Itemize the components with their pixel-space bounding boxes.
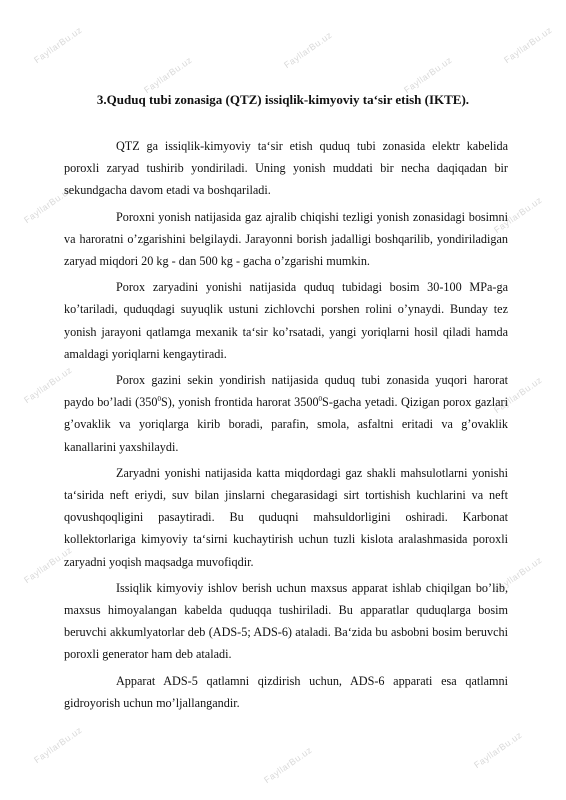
paragraph: Apparat ADS-5 qatlamni qizdirish uchun, ADS-6 apparati esa qatlamni gidroyorish uchun mo’ljallangandir.	[64, 673, 508, 710]
watermark: FayllarBu.uz	[22, 544, 74, 586]
section-title: 3.Quduq tubi zonasiga (QTZ) issiqlik-kimyoviy ta‘sir etish (IKTE).	[96, 92, 470, 107]
paragraph-text: S-gacha yetadi. Qizigan porox gazlari g’ovaklik va yoriqlarga kirib boradi, parafin, smola, asfaltni eritadi va g’ovaklik kanallarini yaxshilaydi.	[64, 395, 508, 454]
paragraph: Zaryadni yonishi natijasida katta miqdordagi gaz shakli mahsulotlarni yonishi ta‘sirida neft eriydi, suv bilan jinslarni chegarasidagi sirt tortishish kuchlarini va neft qovushqoqligini pasaytiradi. Bu quduqni mahsuldorligini oshiradi. Karbonat kollektorlariga kimyoviy ta‘sirni kuchaytirish uchun tuzli kislota aralashmasida poroxli zaryadni yoqish maqsadga muvofiqdir.	[64, 465, 508, 569]
superscript: 0	[157, 395, 161, 404]
document-body	[64, 135, 508, 718]
watermark: FayllarBu.uz	[22, 184, 74, 226]
watermark: FayllarBu.uz	[472, 729, 524, 771]
watermark: FayllarBu.uz	[492, 374, 544, 416]
watermark: FayllarBu.uz	[492, 194, 544, 236]
superscript: 0	[318, 395, 323, 404]
paragraph: Porox zaryadini yonishi natijasida quduq tubidagi bosim 30-100 MPa-ga ko’tariladi, quduqdagi suyuqlik ustuni zichlovchi porshen rolini o’ynaydi. Bunday tez yonish jarayoni qatlamga mexanik ta‘sir ko’rsatadi, yangi yoriqlarni hosil qiladi hamda amaldagi yoriqlarni kengaytiradi.	[64, 280, 508, 361]
watermark: FayllarBu.uz	[32, 724, 84, 766]
watermark: FayllarBu.uz	[32, 24, 84, 66]
watermark: FayllarBu.uz	[142, 54, 194, 96]
paragraph-text: Porox gazini sekin yondirish natijasida quduq tubi zonasida yuqori harorat paydo bo’ladi (350	[64, 373, 508, 410]
watermark: FayllarBu.uz	[262, 744, 314, 786]
watermark: FayllarBu.uz	[282, 29, 334, 71]
paragraph: Issiqlik kimyoviy ishlov berish uchun maxsus apparat ishlab chiqilgan bo’lib, maxsus himoyalangan kabelda quduqqa tushiriladi. Bu apparatlar quduqlarga bosim beruvchi akkumlyatorlar deb (ADS-5; ADS-6) ataladi. Ba‘zida bu asbobni bosim beruvchi poroxli generator ham deb ataladi.	[64, 580, 508, 662]
paragraph-text: S), yonish frontida harorat 3500	[161, 395, 319, 410]
paragraph	[64, 369, 508, 458]
paragraph: Poroxni yonish natijasida gaz ajralib chiqishi tezligi yonish zonasidagi bosimni va haroratni o’zgarishini belgilaydi. Jarayonni borish jadalligi boshqarilib, yondiriladigan zaryad miqdori 20 kg - dan 500 kg - gacha o’zgarishi mumkin.	[64, 209, 508, 269]
watermark: FayllarBu.uz	[402, 54, 454, 96]
watermark: FayllarBu.uz	[492, 554, 544, 596]
watermark: FayllarBu.uz	[22, 364, 74, 406]
watermark: FayllarBu.uz	[502, 24, 554, 66]
paragraph: QTZ ga issiqlik-kimyoviy ta‘sir etish quduq tubi zonasida elektr kabelida poroxli zaryad tushirib yondiriladi. Uning yonish muddati bir necha daqiqadan bir sekundgacha davom etadi va boshqariladi.	[64, 139, 508, 198]
